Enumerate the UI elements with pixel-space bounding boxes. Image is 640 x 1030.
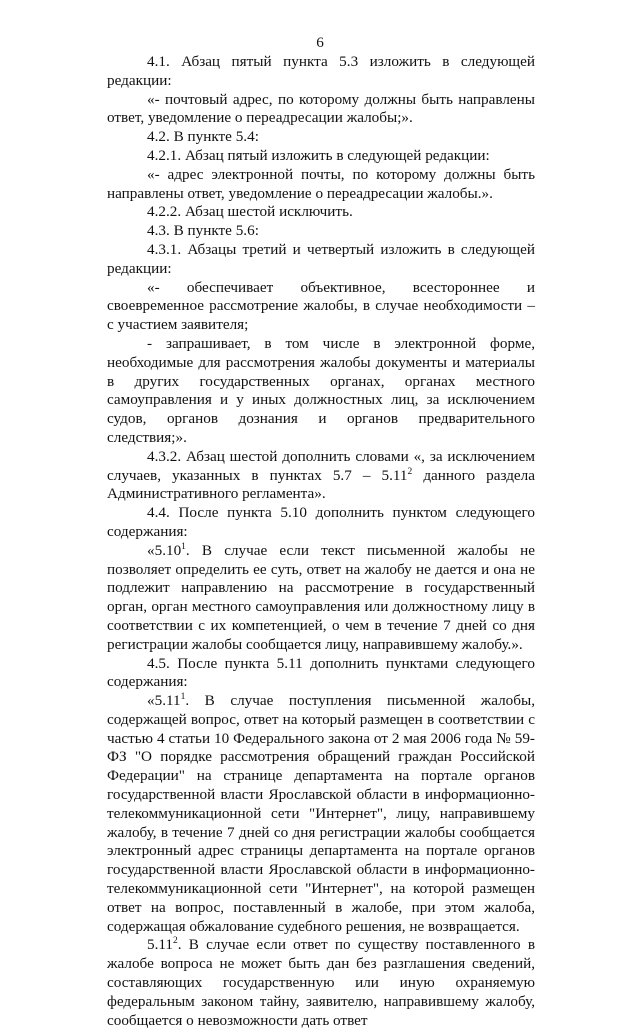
paragraph: «- почтовый адрес, по которому должны быть направлены ответ, уведомление о переадресации жалобы;». bbox=[107, 90, 535, 127]
paragraph: «- адрес электронной почты, по которому должны быть направлены ответ, уведомление о переадресации жалобы.». bbox=[107, 165, 535, 202]
page-number: 6 bbox=[316, 34, 324, 51]
superscript: 2 bbox=[173, 936, 178, 947]
paragraph: 4.3. В пункте 5.6: bbox=[147, 222, 259, 240]
paragraph: 4.1. Абзац пятый пункта 5.3 изложить в следующей редакции: bbox=[107, 53, 535, 89]
paragraph-text: «5.11 bbox=[147, 692, 181, 710]
paragraph bbox=[107, 542, 535, 655]
paragraph-text: 5.11 bbox=[147, 936, 174, 954]
paragraph-text: «5.10 bbox=[147, 541, 182, 559]
paragraph: 4.4. После пункта 5.10 дополнить пунктом следующего содержания: bbox=[107, 504, 535, 540]
paragraph-text: данного раздела Административного регламента». bbox=[107, 466, 535, 503]
paragraph-text: . В случае если текст письменной жалобы не позволяет определить ее суть, ответ на жалобу не дается и она не подлежит направлению на рассмотрение в государственный орган, орган местного самоуправления или должностному лицу в соответствии с их компетенцией, о чем в течение 7 дней со дня регистрации жалобы сообщается лицу, направившему жалобу.». bbox=[107, 541, 535, 653]
paragraph-text: . В случае поступления письменной жалобы, содержащей вопрос, ответ на который размещен в соответствии с частью 4 статьи 10 Федерального закона от 2 мая 2006 года № 59-ФЗ "О порядке рассмотрения обращений граждан Российской Федерации" на странице департамента на портале органов государственной власти Ярославской области в информационно-телекоммуникационной сети "Интернет", лицу, направившему жалобу, в течение 7 дней со дня регистрации жалобы сообщается электронный адрес страницы департамента на портале органов государственной власти Ярославской области в информационно-телекоммуникационной сети "Интернет", на которой размещен ответ на вопрос, поставленный в жалобе, при этом жалоба, содержащая обжалование судебного решения, не возвращается. bbox=[107, 692, 535, 935]
paragraph-text: 4.3.2. Абзац шестой дополнить словами «, за исключением случаев, указанных в пунктах 5.7 – 5.11 bbox=[107, 447, 535, 484]
paragraph: 4.3.1. Абзацы третий и четвертый изложить в следующей редакции: bbox=[107, 240, 535, 277]
paragraph bbox=[107, 692, 535, 936]
paragraph: 4.2.2. Абзац шестой исключить. bbox=[147, 203, 353, 221]
paragraph: - запрашивает, в том числе в электронной форме, необходимые для рассмотрения жалобы документы и материалы в других государственных органах, органах местного самоуправления и у иных должностных лиц, за исключением судов, органов дознания и органов предварительного следствия;». bbox=[107, 334, 535, 446]
superscript: 1 bbox=[181, 541, 186, 552]
paragraph bbox=[107, 936, 535, 1030]
paragraph bbox=[107, 448, 535, 504]
superscript: 2 bbox=[407, 466, 413, 477]
paragraph: 4.2.1. Абзац пятый изложить в следующей редакции: bbox=[147, 146, 490, 164]
paragraph: «- обеспечивает объективное, всестороннее и своевременное рассмотрение жалобы, в случае необходимости – с участием заявителя; bbox=[107, 278, 535, 334]
paragraph-text: . В случае если ответ по существу поставленного в жалобе вопроса не может быть дан без разглашения сведений, составляющих государственную или иную охраняемую федеральным законом тайну, заявителю, направившему жалобу, сообщается о невозможности дать ответ bbox=[107, 936, 535, 1029]
document-body bbox=[107, 53, 535, 1030]
superscript: 1 bbox=[180, 692, 186, 703]
paragraph: 4.5. После пункта 5.11 дополнить пунктами следующего содержания: bbox=[107, 654, 535, 691]
paragraph: 4.2. В пункте 5.4: bbox=[147, 128, 259, 146]
